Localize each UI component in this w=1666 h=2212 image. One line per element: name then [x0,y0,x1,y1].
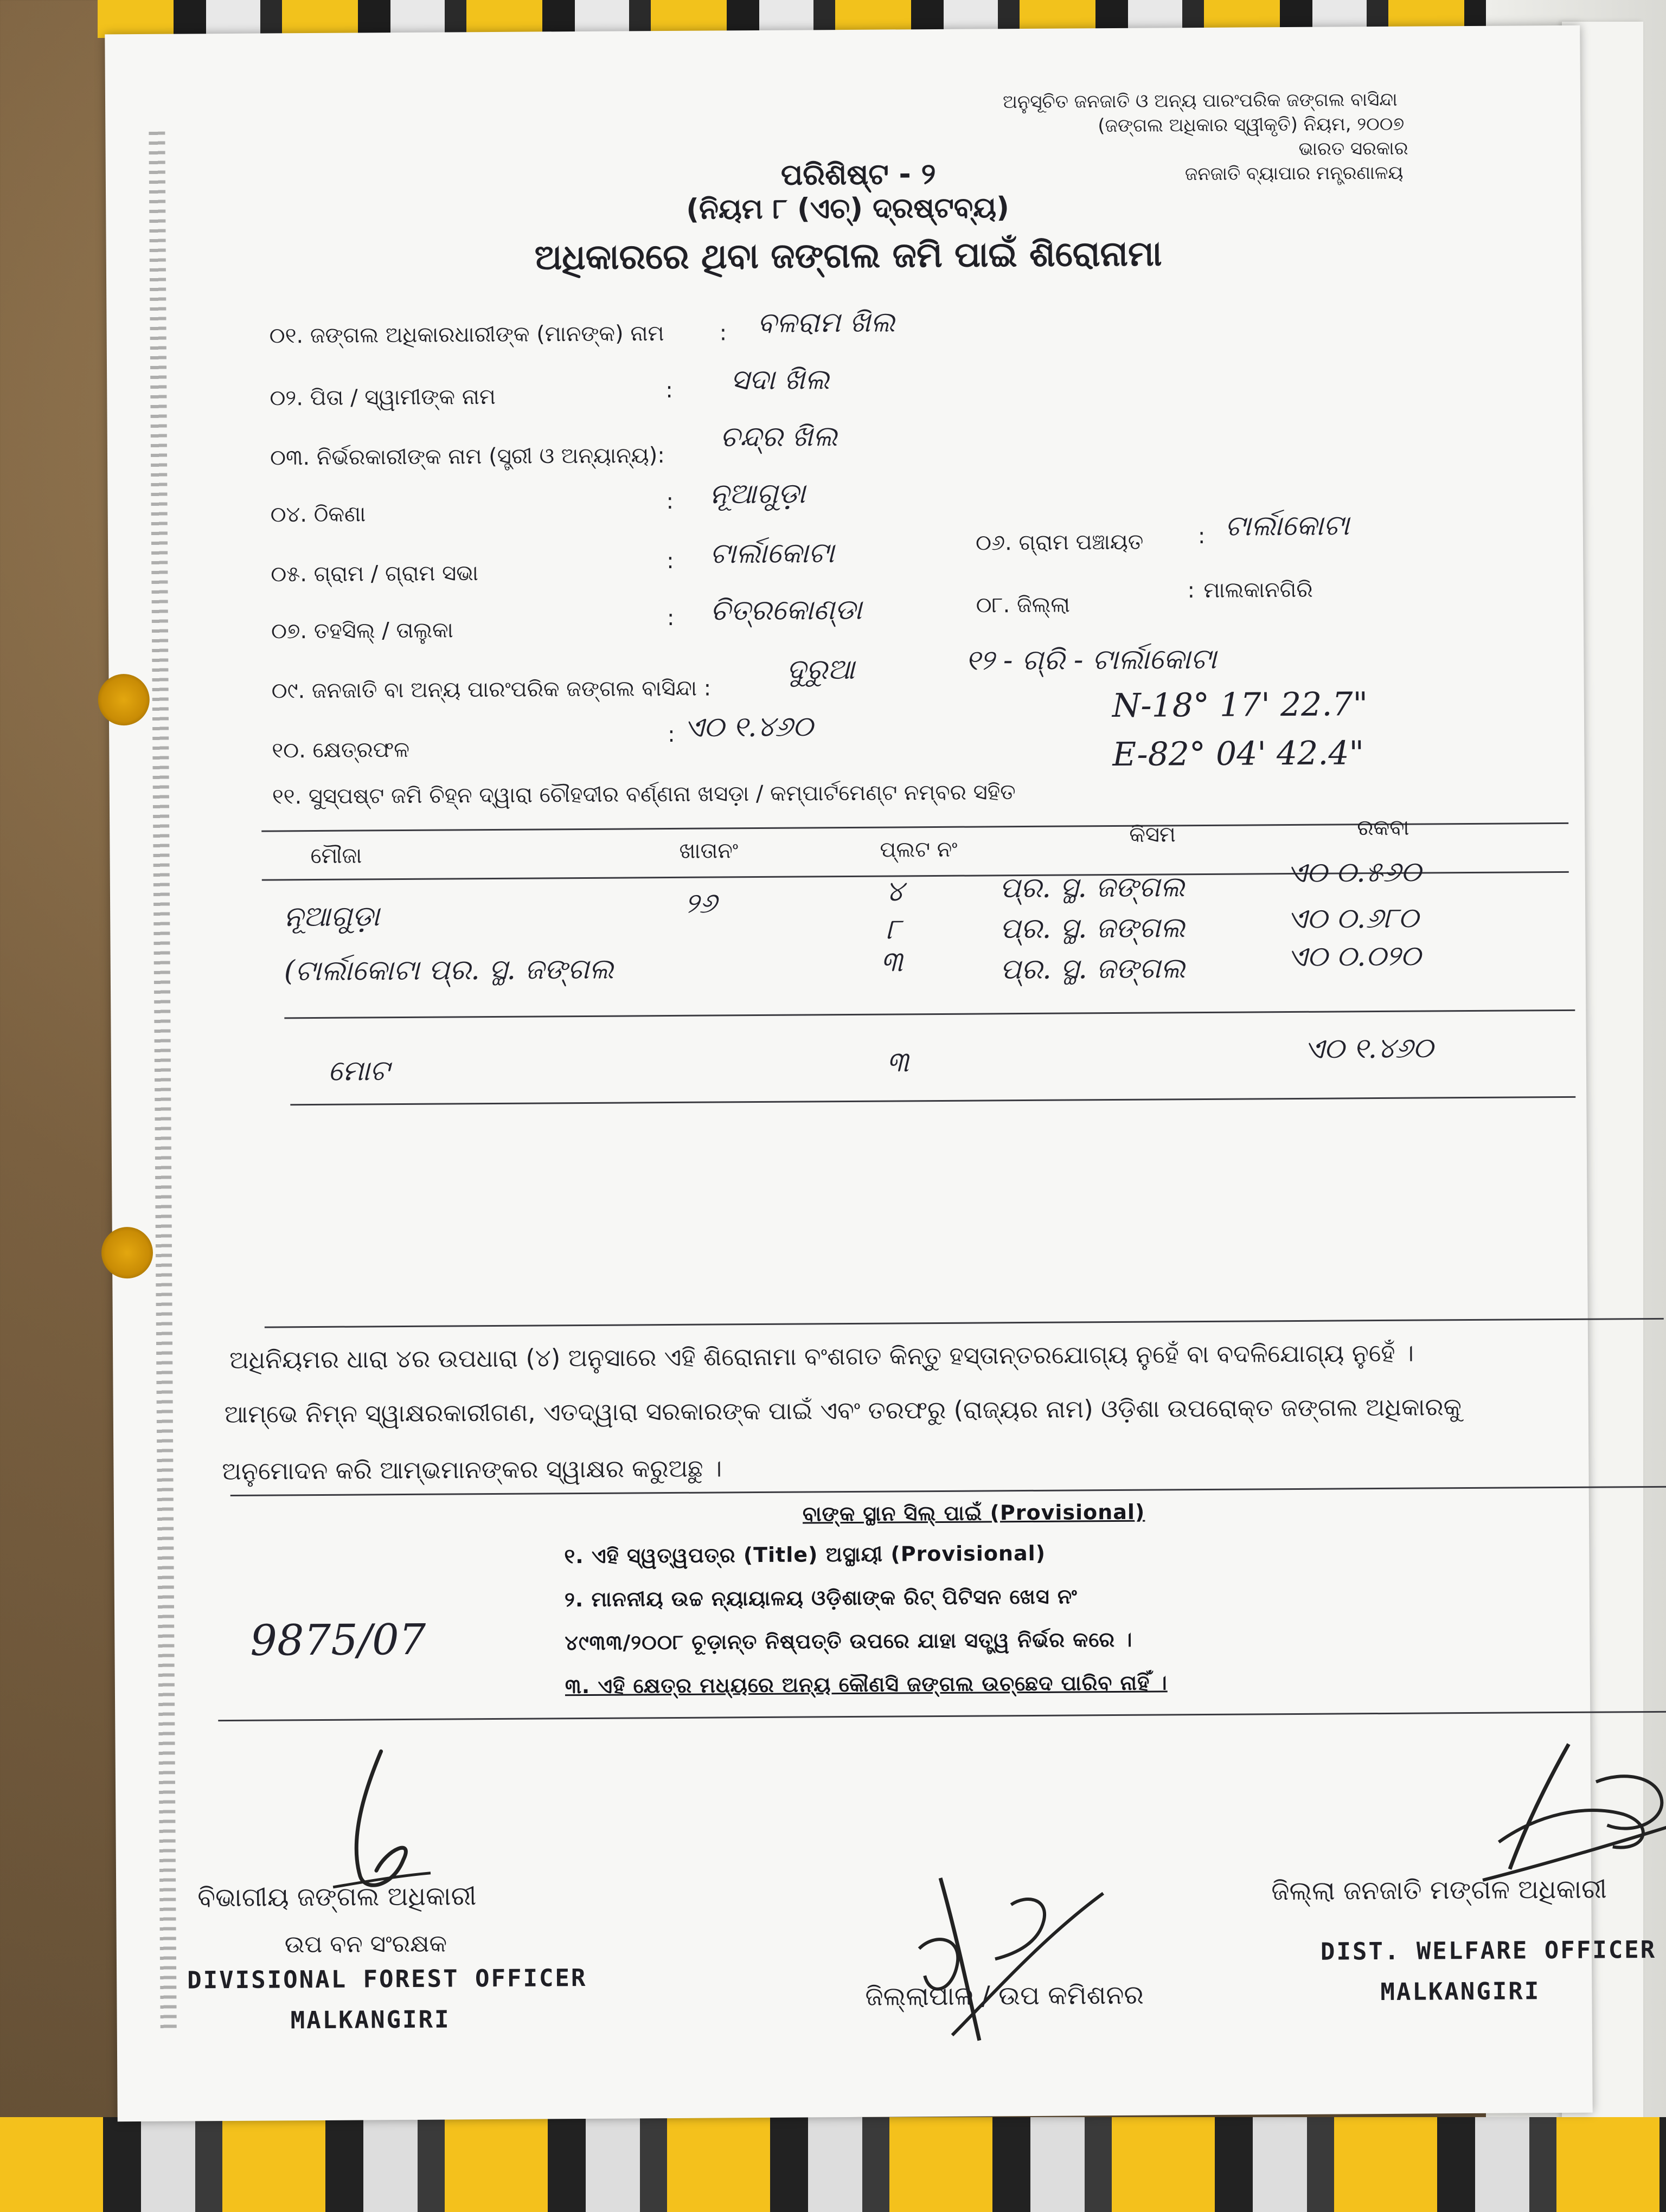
field-10-colon: : [668,722,675,748]
forest-officer-title: ବିଭାଗୀୟ ଜଙ୍ଗଲ ଅଧିକାରୀ [197,1881,477,1913]
field-01-label: ୦୧. ଜଙ୍ଗଲ ଅଧିକାରଧାରୀଙ୍କ (ମାନଙ୍କ) ନାମ [269,321,664,349]
declaration-line1: ଅଧିନିୟମର ଧାରା ୪ର ଉପଧାରା (୪) ଅନୁସାରେ ଏହି ଶିରୋନାମା ବଂଶଗତ କିନ୍ତୁ ହସ୍ତାନ୍ତରଯୋଗ୍ୟ ନୁହେଁ ବା ବଦଳିଯୋଗ୍ୟ ନୁହେଁ । [229,1338,1414,1374]
stamp-line2: ୨. ମାନନୀୟ ଉଚ୍ଚ ନ୍ୟାୟାଳୟ ଓଡ଼ିଶାଙ୍କ ରିଟ୍ ପିଟିସନ ଖେସ ନଂ [564,1584,1078,1612]
field-02-colon: : [665,377,673,403]
table-header-area: ରକବା [1357,815,1409,841]
collector-title: ଜିଲ୍ଲାପାଳ / ଉପ କମିଶନର [865,1979,1144,2012]
binding-spine [149,132,176,2029]
stamp-line4: ୩. ଏହି କ୍ଷେତ୍ର ମଧ୍ୟରେ ଅନ୍ୟ କୌଣସି ଜଙ୍ଗଲ ଉଚ୍ଛେଦ ପାରିବ ନାହିଁ । [565,1670,1168,1699]
table-header-plot: ପ୍ଲଟ ନଂ [880,837,958,863]
table-row-1-plot: ୪ [885,875,904,908]
table-total-area: ଏ୦ ୧.୪୬୦ [1304,1032,1433,1065]
declaration-line2: ଆମ୍ଭେ ନିମ୍ନ ସ୍ୱାକ୍ଷରକାରୀଗଣ, ଏତଦ୍ୱାରା ସରକାରଙ୍କ ପାଇଁ ଏବଂ ତରଫରୁ (ରାଜ୍ୟର ନାମ) ଓଡ଼ିଶା ଉପରୋକ୍ତ ଜଙ୍ଗଲ ଅଧିକାରକୁ [224,1392,1462,1429]
field-09-label: ୦୯. ଜନଜାତି ବା ଅନ୍ୟ ପାରଂପରିକ ଜଙ୍ଗଲ ବାସିନ୍ଦା : [271,676,712,704]
welfare-officer-district: MALKANGIRI [1380,1977,1541,2007]
table-row-1-kisam: ପ୍ର. ସ୍ଥ. ଜଙ୍ଗଲ [999,871,1185,905]
field-04-label: ୦୪. ଠିକଣା [270,501,366,528]
table-total-top-rule [284,1009,1575,1019]
welfare-officer-english: DIST. WELFARE OFFICER [1320,1935,1657,1966]
field-10-value: ଏ୦ ୧.୪୬୦ [683,710,813,744]
field-07-colon: : [667,605,675,631]
table-total-plots: ୩ [886,1046,909,1079]
field-05-colon: : [667,548,674,574]
field-01-value: ବଳରାମ ଖିଲ [757,306,895,340]
field-08-label: ୦୮. ଜିଲ୍ଲା [976,592,1071,618]
table-row-1-area: ଏ୦ ୦.୫୬୦ [1286,856,1421,890]
punch-hole [98,674,150,726]
gps-latitude: N-18° 17' 22.7" [1112,685,1368,725]
field-07-value: ଚିତ୍ରକୋଣ୍ଡା [710,593,862,627]
document-title: ଅଧିକାରରେ ଥିବା ଜଙ୍ଗଲ ଜମି ପାଇଁ ଶିରୋନାମା [534,234,1162,278]
table-total-label: ମୋଟ [328,1054,389,1088]
field-08-value: ମାଲକାନଗିରି [1203,577,1313,603]
field-06-value: ଟାର୍ଲାକୋଟା [1225,509,1350,543]
document-sheet [105,25,1657,2122]
field-08-colon: : [1187,578,1195,603]
field-03-value: ଚନ୍ଦ୍ର ଖିଲ [720,420,838,454]
declaration-top-rule [265,1318,1664,1328]
header-ref-line1: ଅନୁସୂଚିତ ଜନଜାତି ଓ ଅନ୍ୟ ପାରଂପରିକ ଜଙ୍ଗଲ ବାସିନ୍ଦା [1002,88,1398,113]
table-header-kisam: କିସମ [1129,822,1176,847]
table-row-3-area: ଏ୦ ୦.୦୨୦ [1287,940,1421,974]
signature-top-rule [218,1711,1666,1721]
field-10-label: ୧୦. କ୍ଷେତ୍ରଫଳ [272,737,410,763]
field-01-colon: : [719,320,727,346]
table-row-3-kisam: ପ୍ର. ସ୍ଥ. ଜଙ୍ଗଲ [999,952,1186,986]
header-ref-line3: ଭାରତ ସରକାର [1298,137,1408,160]
stamp-line1: ୧. ଏହି ସ୍ୱତ୍ୱପତ୍ର (Title) ଅସ୍ଥାୟୀ (Provisional) [564,1541,1046,1568]
gps-longitude: E-82° 04' 42.4" [1112,734,1364,774]
table-row-3-mouza: (ଟାର୍ଲାକୋଟା ପ୍ର. ସ୍ଥ. ଜଙ୍ଗଲ [284,953,614,988]
table-row-2-kisam: ପ୍ର. ସ୍ଥ. ଜଙ୍ଗଲ [999,911,1186,946]
forest-officer-district: MALKANGIRI [290,2005,451,2035]
folder-bottom-edge [0,2117,1666,2212]
forest-officer-english: DIVISIONAL FOREST OFFICER [187,1964,587,1995]
field-09-value: ଦୁରୁଆ [786,653,855,686]
table-row-1-mouza: ନୂଆଗୁଡ଼ା [284,900,380,934]
header-ref-line4: ଜନଜାତି ବ୍ୟାପାର ମନ୍ତ୍ରଣାଳୟ [1184,162,1404,185]
field-04-colon: : [666,488,674,515]
table-row-2-area: ଏ୦ ୦.୬୮୦ [1287,902,1419,936]
serial-number: 9875/07 [250,1615,426,1666]
field-07-label: ୦୭. ତହସିଲ୍ / ତାଲୁକା [271,618,453,644]
table-bottom-rule [290,1096,1575,1105]
table-row-2-plot: ୮ [886,913,901,946]
field-02-value: ସଦା ଖିଲ [731,363,830,397]
collector-signature [886,1872,1115,2052]
field-06-label: ୦୬. ଗ୍ରାମ ପଞ୍ଚାୟତ [975,529,1144,556]
welfare-officer-title: ଜିଲ୍ଲା ଜନଜାତି ମଙ୍ଗଳ ଅଧିକାରୀ [1271,1874,1607,1907]
table-header-mouza: ମୌଜା [310,843,362,869]
field-02-label: ୦୨. ପିତା / ସ୍ୱାମୀଙ୍କ ନାମ [270,384,496,411]
field-06-colon: : [1197,523,1206,549]
field-11-label: ୧୧. ସୁସ୍ପଷ୍ଟ ଜମି ଚିହ୍ନ ଦ୍ୱାରା ଚୌହଦୀର ବର୍ଣ୍ଣନା ଖସଡ଼ା / କମ୍ପାର୍ଟମେଣ୍ଟ ନମ୍ବର ସହିତ [272,780,1016,809]
table-row-3-plot: ୩ [880,946,903,979]
punch-hole [101,1227,153,1279]
field-04-value: ନୂଆଗୁଡ଼ା [709,477,806,511]
annex-label: ପରିଶିଷ୍ଟ - ୨ [780,156,936,192]
field-03-label: ୦୩. ନିର୍ଭରକାରୀଙ୍କ ନାମ (ସ୍ତ୍ରୀ ଓ ଅନ୍ୟାନ୍ୟ): [270,443,665,471]
field-05-value: ଟାର୍ଲାକୋଟା [709,537,835,570]
declaration-line3: ଅନୁମୋଦନ କରି ଆମ୍ଭମାନଙ୍କର ସ୍ୱାକ୍ଷର କରୁଅଛୁ । [222,1454,722,1486]
gps-village-note: ୧୨ - ଗ୍ରି - ଟାର୍ଲାକୋଟା [965,642,1217,677]
header-ref-line2: (ଜଙ୍ଗଲ ଅଧିକାର ସ୍ୱୀକୃତି) ନିୟମ, ୨୦୦୭ [1098,113,1405,137]
table-header-khata: ଖାତାନଂ [679,838,739,864]
rule-reference: (ନିୟମ ୮ (ଏଚ୍) ଦ୍ରଷ୍ଟବ୍ୟ) [686,191,1010,226]
declaration-bottom-rule [230,1486,1666,1496]
stamp-line3: ୪୯୩୩/୨୦୦୮ ଚୂଡ଼ାନ୍ତ ନିଷ୍ପତ୍ତି ଉପରେ ଯାହା ସତ୍ତ୍ୱ ନିର୍ଭର କରେ । [565,1627,1133,1655]
field-05-label: ୦୫. ଗ୍ରାମ / ଗ୍ରାମ ସଭା [271,561,479,587]
table-row-1-khata: ୨୬ [684,887,717,920]
forest-officer-subtitle: ଉପ ବନ ସଂରକ୍ଷକ [284,1930,447,1959]
stamp-heading: ବାଙ୍କ ସ୍ଥାନ ସିଲ୍ ପାଇଁ (Provisional) [802,1500,1145,1526]
